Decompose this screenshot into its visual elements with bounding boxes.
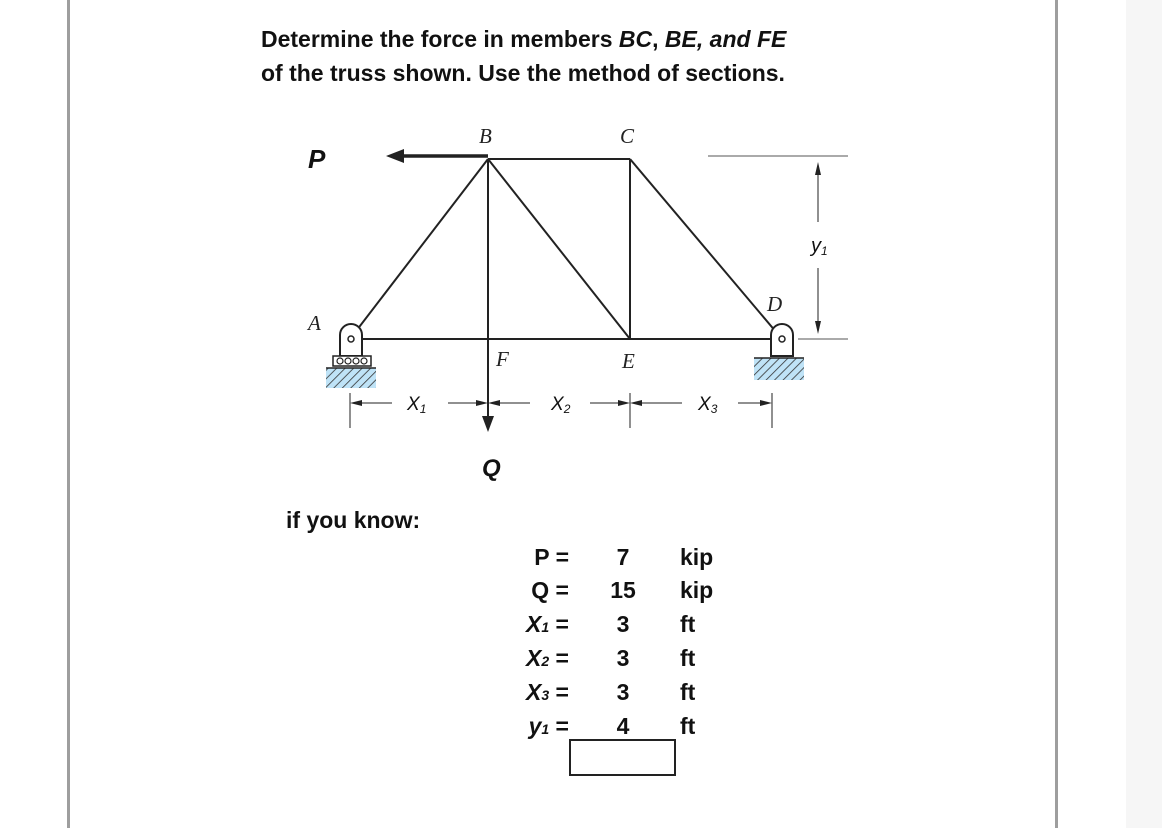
dim-y1-label: y1 xyxy=(811,235,828,258)
member-ab-line xyxy=(350,159,488,339)
dim-arrow xyxy=(350,400,362,406)
roller-4 xyxy=(361,358,367,364)
value-number: 3 xyxy=(616,679,630,705)
dim-x3-label: X3 xyxy=(698,394,718,416)
value-unit: ft xyxy=(680,713,696,739)
value-number: 3 xyxy=(616,611,630,637)
member-fe: FE xyxy=(756,26,787,52)
dim-arrow xyxy=(760,400,772,406)
value-name: X3 = xyxy=(526,679,569,705)
support-d-hole xyxy=(779,336,785,342)
roller-3 xyxy=(353,358,359,364)
joint-c-label: C xyxy=(620,124,635,148)
value-number: 3 xyxy=(616,645,630,671)
load-p-arrowhead xyxy=(386,149,404,163)
joint-e-label: E xyxy=(622,349,635,373)
load-q-arrowhead xyxy=(482,416,494,432)
dim-x1-label: X1 xyxy=(407,394,427,416)
value-number: 15 xyxy=(610,577,636,603)
ground-a xyxy=(326,368,376,388)
ground-d xyxy=(754,358,804,380)
dim-arrow xyxy=(815,321,821,334)
joint-a-label: A xyxy=(308,311,321,335)
value-unit: ft xyxy=(680,679,696,705)
answer-input[interactable] xyxy=(569,739,676,776)
joint-d-label: D xyxy=(767,292,783,316)
member-be-line xyxy=(488,159,630,339)
problem-sep: , and xyxy=(696,26,757,52)
value-unit: kip xyxy=(680,544,714,570)
roller-2 xyxy=(345,358,351,364)
value-name: P = xyxy=(534,544,569,570)
problem-text: Determine the force in members xyxy=(261,26,619,52)
value-number: 7 xyxy=(616,544,630,570)
value-unit: kip xyxy=(680,577,714,603)
member-bc: BC xyxy=(618,26,653,52)
member-be: BE xyxy=(664,26,697,52)
value-name: y1 = xyxy=(528,713,569,739)
roller-1 xyxy=(337,358,343,364)
value-unit: ft xyxy=(680,645,696,671)
load-q-label: Q xyxy=(482,455,501,482)
value-name: X2 = xyxy=(526,645,569,671)
joint-f-label: F xyxy=(496,347,509,371)
problem-sep: , xyxy=(652,26,665,52)
dim-arrow xyxy=(618,400,630,406)
joint-b-label: B xyxy=(479,124,492,148)
value-unit: ft xyxy=(680,611,696,637)
dim-x2-label: X2 xyxy=(551,394,571,416)
support-a-hole xyxy=(348,336,354,342)
dim-arrow xyxy=(476,400,488,406)
value-name: X1 = xyxy=(526,611,569,637)
dim-arrow xyxy=(815,162,821,175)
problem-text: of the truss shown. Use the method of sections. xyxy=(261,60,785,86)
given-label: if you know: xyxy=(286,507,421,533)
member-cd-line xyxy=(630,159,782,339)
value-number: 4 xyxy=(616,713,630,739)
load-p-label: P xyxy=(308,144,326,174)
value-name: Q = xyxy=(531,577,569,603)
